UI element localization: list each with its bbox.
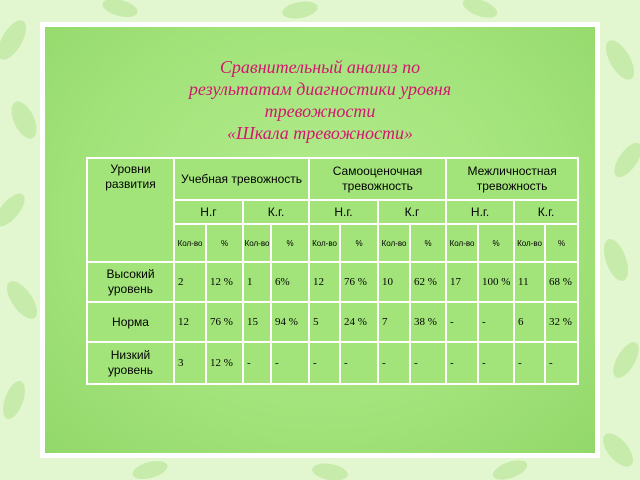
measure-header: Кол-во xyxy=(378,224,410,262)
measure-header: % xyxy=(340,224,378,262)
title-line-3: тревожности xyxy=(264,101,376,121)
measure-header: % xyxy=(206,224,243,262)
data-cell: 24 % xyxy=(340,302,378,342)
data-cell: 6% xyxy=(271,262,309,302)
data-cell: 5 xyxy=(309,302,340,342)
table-row xyxy=(87,342,578,384)
data-cell: 76 % xyxy=(206,302,243,342)
data-cell: 3 xyxy=(174,342,206,384)
table-row xyxy=(87,302,578,342)
subgroup-header: Н.г. xyxy=(309,200,378,224)
table-header-row xyxy=(87,158,578,200)
measure-header: Кол-во xyxy=(309,224,340,262)
data-cell: - xyxy=(340,342,378,384)
slide-title xyxy=(0,56,640,144)
group-header: Учебная тревожность xyxy=(174,158,309,200)
data-cell: 2 xyxy=(174,262,206,302)
corner-header: Уровни развития xyxy=(87,158,174,262)
data-cell: - xyxy=(446,342,478,384)
anxiety-comparison-table xyxy=(86,157,579,385)
subgroup-header: Н.г. xyxy=(446,200,514,224)
data-cell: 7 xyxy=(378,302,410,342)
data-cell: - xyxy=(309,342,340,384)
measure-header: % xyxy=(545,224,578,262)
measure-header: Кол-во xyxy=(514,224,545,262)
measure-header: % xyxy=(410,224,446,262)
data-cell: - xyxy=(243,342,271,384)
subgroup-header: К.г. xyxy=(514,200,578,224)
data-cell: - xyxy=(545,342,578,384)
data-cell: - xyxy=(378,342,410,384)
table-row xyxy=(87,262,578,302)
data-cell: 6 xyxy=(514,302,545,342)
title-line-4: «Шкала тревожности» xyxy=(226,123,414,143)
row-label: Низкий уровень xyxy=(87,342,174,384)
data-cell: 10 xyxy=(378,262,410,302)
subgroup-header: Н.г xyxy=(174,200,243,224)
data-cell: 12 xyxy=(174,302,206,342)
data-cell: 76 % xyxy=(340,262,378,302)
subgroup-header: К.г xyxy=(378,200,446,224)
data-cell: 38 % xyxy=(410,302,446,342)
data-cell: 62 % xyxy=(410,262,446,302)
group-header: Самооценочная тревожность xyxy=(309,158,446,200)
data-cell: 68 % xyxy=(545,262,578,302)
measure-header: Кол-во xyxy=(243,224,271,262)
data-cell: - xyxy=(446,302,478,342)
row-label: Норма xyxy=(87,302,174,342)
data-cell: - xyxy=(478,342,514,384)
subgroup-header: К.г. xyxy=(243,200,309,224)
measure-header: % xyxy=(271,224,309,262)
title-line-2: результатам диагностики уровня xyxy=(188,79,452,99)
group-header: Межличностная тревожность xyxy=(446,158,578,200)
measure-header: Кол-во xyxy=(446,224,478,262)
data-cell: 15 xyxy=(243,302,271,342)
data-cell: - xyxy=(410,342,446,384)
data-cell: - xyxy=(271,342,309,384)
data-cell: 12 xyxy=(309,262,340,302)
data-cell: - xyxy=(478,302,514,342)
measure-header: % xyxy=(478,224,514,262)
data-cell: 11 xyxy=(514,262,545,302)
data-cell: 32 % xyxy=(545,302,578,342)
data-cell: - xyxy=(514,342,545,384)
title-line-1: Сравнительный анализ по xyxy=(219,57,421,77)
data-cell: 12 % xyxy=(206,342,243,384)
data-cell: 94 % xyxy=(271,302,309,342)
data-cell: 100 % xyxy=(478,262,514,302)
measure-header: Кол-во xyxy=(174,224,206,262)
data-cell: 12 % xyxy=(206,262,243,302)
row-label: Высокий уровень xyxy=(87,262,174,302)
data-cell: 1 xyxy=(243,262,271,302)
data-cell: 17 xyxy=(446,262,478,302)
